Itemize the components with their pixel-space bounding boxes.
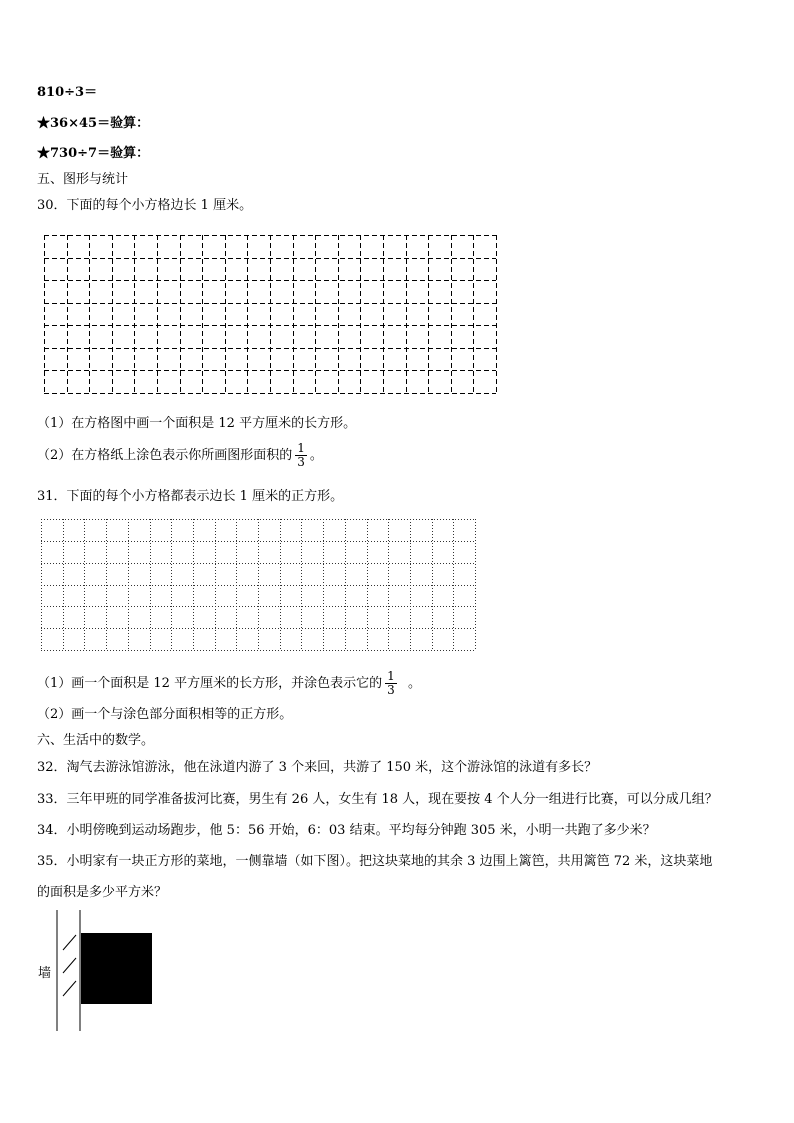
q31-fraction-denominator: 3: [387, 683, 395, 697]
q31-part2: （2）画一个与涂色部分面积相等的正方形。: [37, 707, 293, 722]
q31-dotted-grid: [41, 519, 475, 650]
q31-part1-suffix: 。: [407, 676, 421, 691]
q30-title: 30．下面的每个小方格边长 1 厘米。: [37, 198, 253, 213]
q30-fraction-denominator: 3: [297, 455, 305, 469]
calc-line-2: ★36×45＝验算：: [37, 116, 150, 131]
q31-part1-prefix: （1）画一个面积是 12 平方厘米的长方形，并涂色表示它的: [37, 676, 383, 691]
wall-hatch-2: [63, 958, 76, 973]
q34-text: 34．小明傍晚到运动场跑步，他 5：56 开始，6：03 结束。平均每分钟跑 305 米，小明一共跑了多少米？: [37, 823, 656, 838]
q33-text: 33．三年甲班的同学准备拔河比赛，男生有 26 人，女生有 18 人，现在要按 4 个人分一组进行比赛，可以分成几组？: [37, 792, 718, 807]
q30-fraction: [295, 442, 307, 469]
q31-fraction: [385, 670, 397, 697]
q30-part2-suffix: 。: [309, 448, 323, 463]
calc-line-3: ★730÷7＝验算：: [37, 146, 150, 161]
q30-part2-prefix: （2）在方格纸上涂色表示你所画图形面积的: [37, 448, 293, 463]
q32-text: 32．淘气去游泳馆游泳，他在泳道内游了 3 个来回，共游了 150 米，这个游泳馆的泳道有多长？: [37, 760, 598, 775]
wall-hatch-1: [63, 935, 76, 950]
section-6-title: 六、生活中的数学。: [37, 733, 155, 748]
q31-title: 31．下面的每个小方格都表示边长 1 厘米的正方形。: [37, 489, 344, 504]
wall-hatch-3: [63, 981, 76, 996]
wall-label: 墙: [38, 966, 52, 981]
calc-line-1: 810÷3＝: [37, 85, 98, 100]
q30-part1: （1）在方格图中画一个面积是 12 平方厘米的长方形。: [37, 416, 357, 431]
q30-fraction-numerator: 1: [297, 441, 305, 455]
q30-dashed-grid: [44, 235, 496, 393]
q35-wall-diagram: [55, 910, 155, 1032]
q30-part2: [37, 442, 323, 469]
q31-fraction-numerator: 1: [387, 669, 395, 683]
q35-line-2: 的面积是多少平方米？: [37, 885, 168, 900]
section-5-title: 五、图形与统计: [37, 172, 129, 187]
q35-line-1: 35．小明家有一块正方形的菜地，一侧靠墙（如下图）。把这块菜地的其余 3 边围上篱笆，共用篱笆 72 米，这块菜地: [37, 854, 713, 869]
vegetable-plot-square: [81, 933, 152, 1004]
q31-part1: [37, 670, 421, 697]
